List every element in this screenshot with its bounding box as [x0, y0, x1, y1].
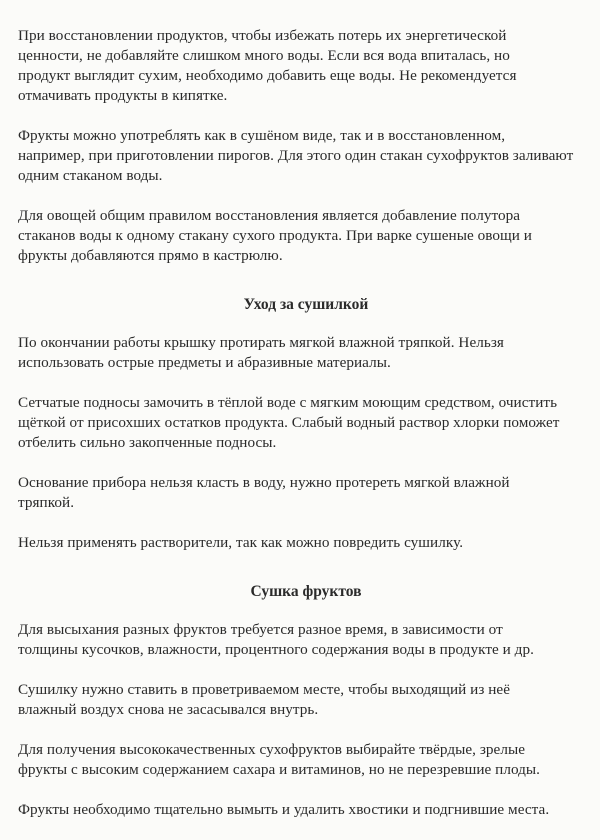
document-page	[18, 26, 594, 840]
paragraph-fruit-selection: Для получения высококачественных сухофруктов выбирайте твёрдые, зрелые фрукты с высоким содержанием сахара и витаминов, но не перезревшие плоды.	[18, 741, 541, 778]
paragraph-no-solvents: Нельзя применять растворители, так как можно повредить сушилку.	[18, 534, 464, 551]
paragraph-lid-cleaning: По окончании работы крышку протирать мягкой влажной тряпкой. Нельзя использовать острые предметы и абразивные материалы.	[18, 334, 504, 371]
paragraph-base-cleaning: Основание прибора нельзя класть в воду, нужно протереть мягкой влажной тряпкой.	[18, 474, 510, 511]
section-drying-fruits	[18, 582, 594, 820]
paragraph-vegetables-rule: Для овощей общим правилом восстановления является добавление полутора стаканов воды к одному стакану сухого продукта. При варке сушеные овощи и фрукты добавляются прямо в кастрюлю.	[18, 207, 532, 264]
paragraph-restoration-water: При восстановлении продуктов, чтобы избежать потерь их энергетической ценности, не добавляйте слишком много воды. Если вся вода впиталась, но продукт выглядит сухим, необходимо добавить еще воды. Не рекомендуется отмачивать продукты в кипятке.	[18, 27, 517, 104]
paragraph-fruit-washing: Фрукты необходимо тщательно вымыть и удалить хвостики и подгнившие места.	[18, 801, 550, 818]
section-restoration	[18, 26, 594, 266]
heading-dryer-care: Уход за сушилкой	[243, 296, 369, 313]
paragraph-fruits-usage: Фрукты можно употреблять как в сушёном виде, так и в восстановленном, например, при приготовлении пирогов. Для этого один стакан сухофруктов заливают одним стаканом воды.	[18, 127, 574, 184]
section-dryer-care	[18, 295, 594, 553]
paragraph-drying-time: Для высыхания разных фруктов требуется разное время, в зависимости от толщины кусочков, влажности, процентного содержания воды в продукте и др.	[18, 621, 534, 658]
paragraph-trays-cleaning: Сетчатые подносы замочить в тёплой воде с мягким моющим средством, очистить щёткой от присохших остатков продукта. Слабый водный раствор хлорки поможет отбелить сильно закопченные подносы.	[18, 394, 560, 451]
heading-drying-fruits: Сушка фруктов	[250, 583, 362, 600]
paragraph-ventilation: Сушилку нужно ставить в проветриваемом месте, чтобы выходящий из неё влажный воздух снова не засасывался внутрь.	[18, 681, 511, 718]
